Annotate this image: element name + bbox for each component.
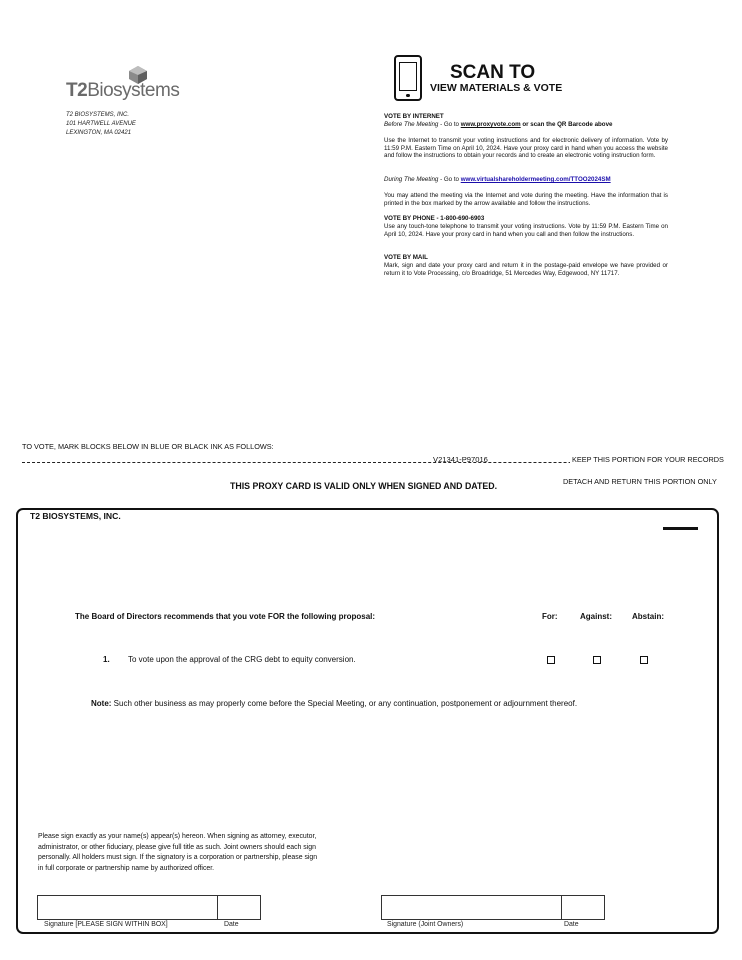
vote-internet-para2: You may attend the meeting via the Internet and vote during the meeting. Have the information that is printed in the box marked by the arrow available and follow the instructions. <box>384 192 668 207</box>
proposal-number: 1. <box>103 655 110 664</box>
board-recommendation: The Board of Directors recommends that you vote FOR the following proposal: <box>75 612 376 621</box>
address-line-1: T2 BIOSYSTEMS, INC. <box>66 112 130 118</box>
scan-title: SCAN TO <box>450 62 536 83</box>
column-abstain: Abstain: <box>632 612 664 621</box>
card-marker-bar <box>663 527 698 530</box>
vote-phone-text: Use any touch-tone telephone to transmit your voting instructions. Vote by 11:59 P.M. Eastern Time on April 10, 2024. Have your proxy card in hand when you call and then follow the instructions. <box>384 223 668 238</box>
signature-date-divider <box>217 895 218 920</box>
company-logo-text <box>66 80 179 102</box>
date-label-2: Date <box>564 921 579 928</box>
vote-internet-para1: Use the Internet to transmit your voting instructions and for electronic delivery of information. Vote by 11:59 P.M. Eastern Time on April 10, 2024. Have your proxy card in hand when you access the website and follow the instructions to obtain your records and to create an electronic voting instruction form. <box>384 137 668 160</box>
vote-internet-during <box>384 176 668 184</box>
logo-biosystems: Biosystems <box>87 80 180 101</box>
proxyvote-link[interactable]: www.proxyvote.com <box>460 121 521 128</box>
proposal-text: To vote upon the approval of the CRG debt to equity conversion. <box>128 655 356 664</box>
signing-instructions: Please sign exactly as your name(s) appear(s) hereon. When signing as attorney, executor, administrator, or other fiduciary, please give full title as such. Joint owners should each sign personally. All holders must sign. If the signatory is a corporation or partnership, please sign in full corporate or partnership name by authorized officer. <box>38 833 318 872</box>
control-code: V21341-P97016 <box>433 455 488 464</box>
before-meeting-label: Before The Meeting <box>384 121 439 128</box>
joint-signature-date-divider <box>561 895 562 920</box>
detach-portion-text: DETACH AND RETURN THIS PORTION ONLY <box>563 477 717 486</box>
vote-phone-heading: VOTE BY PHONE - 1-800-690-6903 <box>384 215 485 222</box>
joint-signature-label: Signature (Joint Owners) <box>387 921 464 928</box>
scan-subtitle: VIEW MATERIALS & VOTE <box>430 82 563 94</box>
for-checkbox[interactable] <box>547 656 555 664</box>
vote-mail-heading: VOTE BY MAIL <box>384 254 428 261</box>
keep-portion-text: KEEP THIS PORTION FOR YOUR RECORDS <box>572 455 724 464</box>
address-line-2: 101 HARTWELL AVENUE <box>66 121 136 127</box>
column-for: For: <box>542 612 558 621</box>
joint-signature-box[interactable] <box>381 895 605 920</box>
vote-internet-before <box>384 121 668 129</box>
signature-box[interactable] <box>37 895 261 920</box>
mobile-phone-icon <box>394 55 422 101</box>
card-company-name: T2 BIOSYSTEMS, INC. <box>30 511 121 521</box>
vote-mail-text: Mark, sign and date your proxy card and return it in the postage-paid envelope we have provided or return it to Vote Processing, c/o Broadridge, 51 Mercedes Way, Edgewood, NY 11717. <box>384 262 668 277</box>
before-prefix: - Go to <box>438 121 461 128</box>
ink-instructions: TO VOTE, MARK BLOCKS BELOW IN BLUE OR BLACK INK AS FOLLOWS: <box>22 442 274 451</box>
against-checkbox[interactable] <box>593 656 601 664</box>
vote-internet-heading: VOTE BY INTERNET <box>384 113 444 120</box>
date-label-1: Date <box>224 921 239 928</box>
column-against: Against: <box>580 612 612 621</box>
signature-label: Signature [PLEASE SIGN WITHIN BOX] <box>44 921 168 928</box>
during-meeting-label: During The Meeting <box>384 176 439 183</box>
abstain-checkbox[interactable] <box>640 656 648 664</box>
during-prefix: - Go to <box>438 176 461 183</box>
note <box>91 699 577 708</box>
address-line-3: LEXINGTON, MA 02421 <box>66 130 132 136</box>
before-suffix: or scan the QR Barcode above <box>520 121 613 128</box>
valid-notice: THIS PROXY CARD IS VALID ONLY WHEN SIGNED AND DATED. <box>230 481 498 491</box>
virtual-meeting-link[interactable]: www.virtualshareholdermeeting.com/TTOO2024SM <box>460 176 611 183</box>
note-text: Such other business as may properly come before the Special Meeting, or any continuation, postponement or adjournment thereof. <box>111 699 578 708</box>
logo-t2: T2 <box>66 80 88 101</box>
note-label: Note: <box>91 699 112 708</box>
